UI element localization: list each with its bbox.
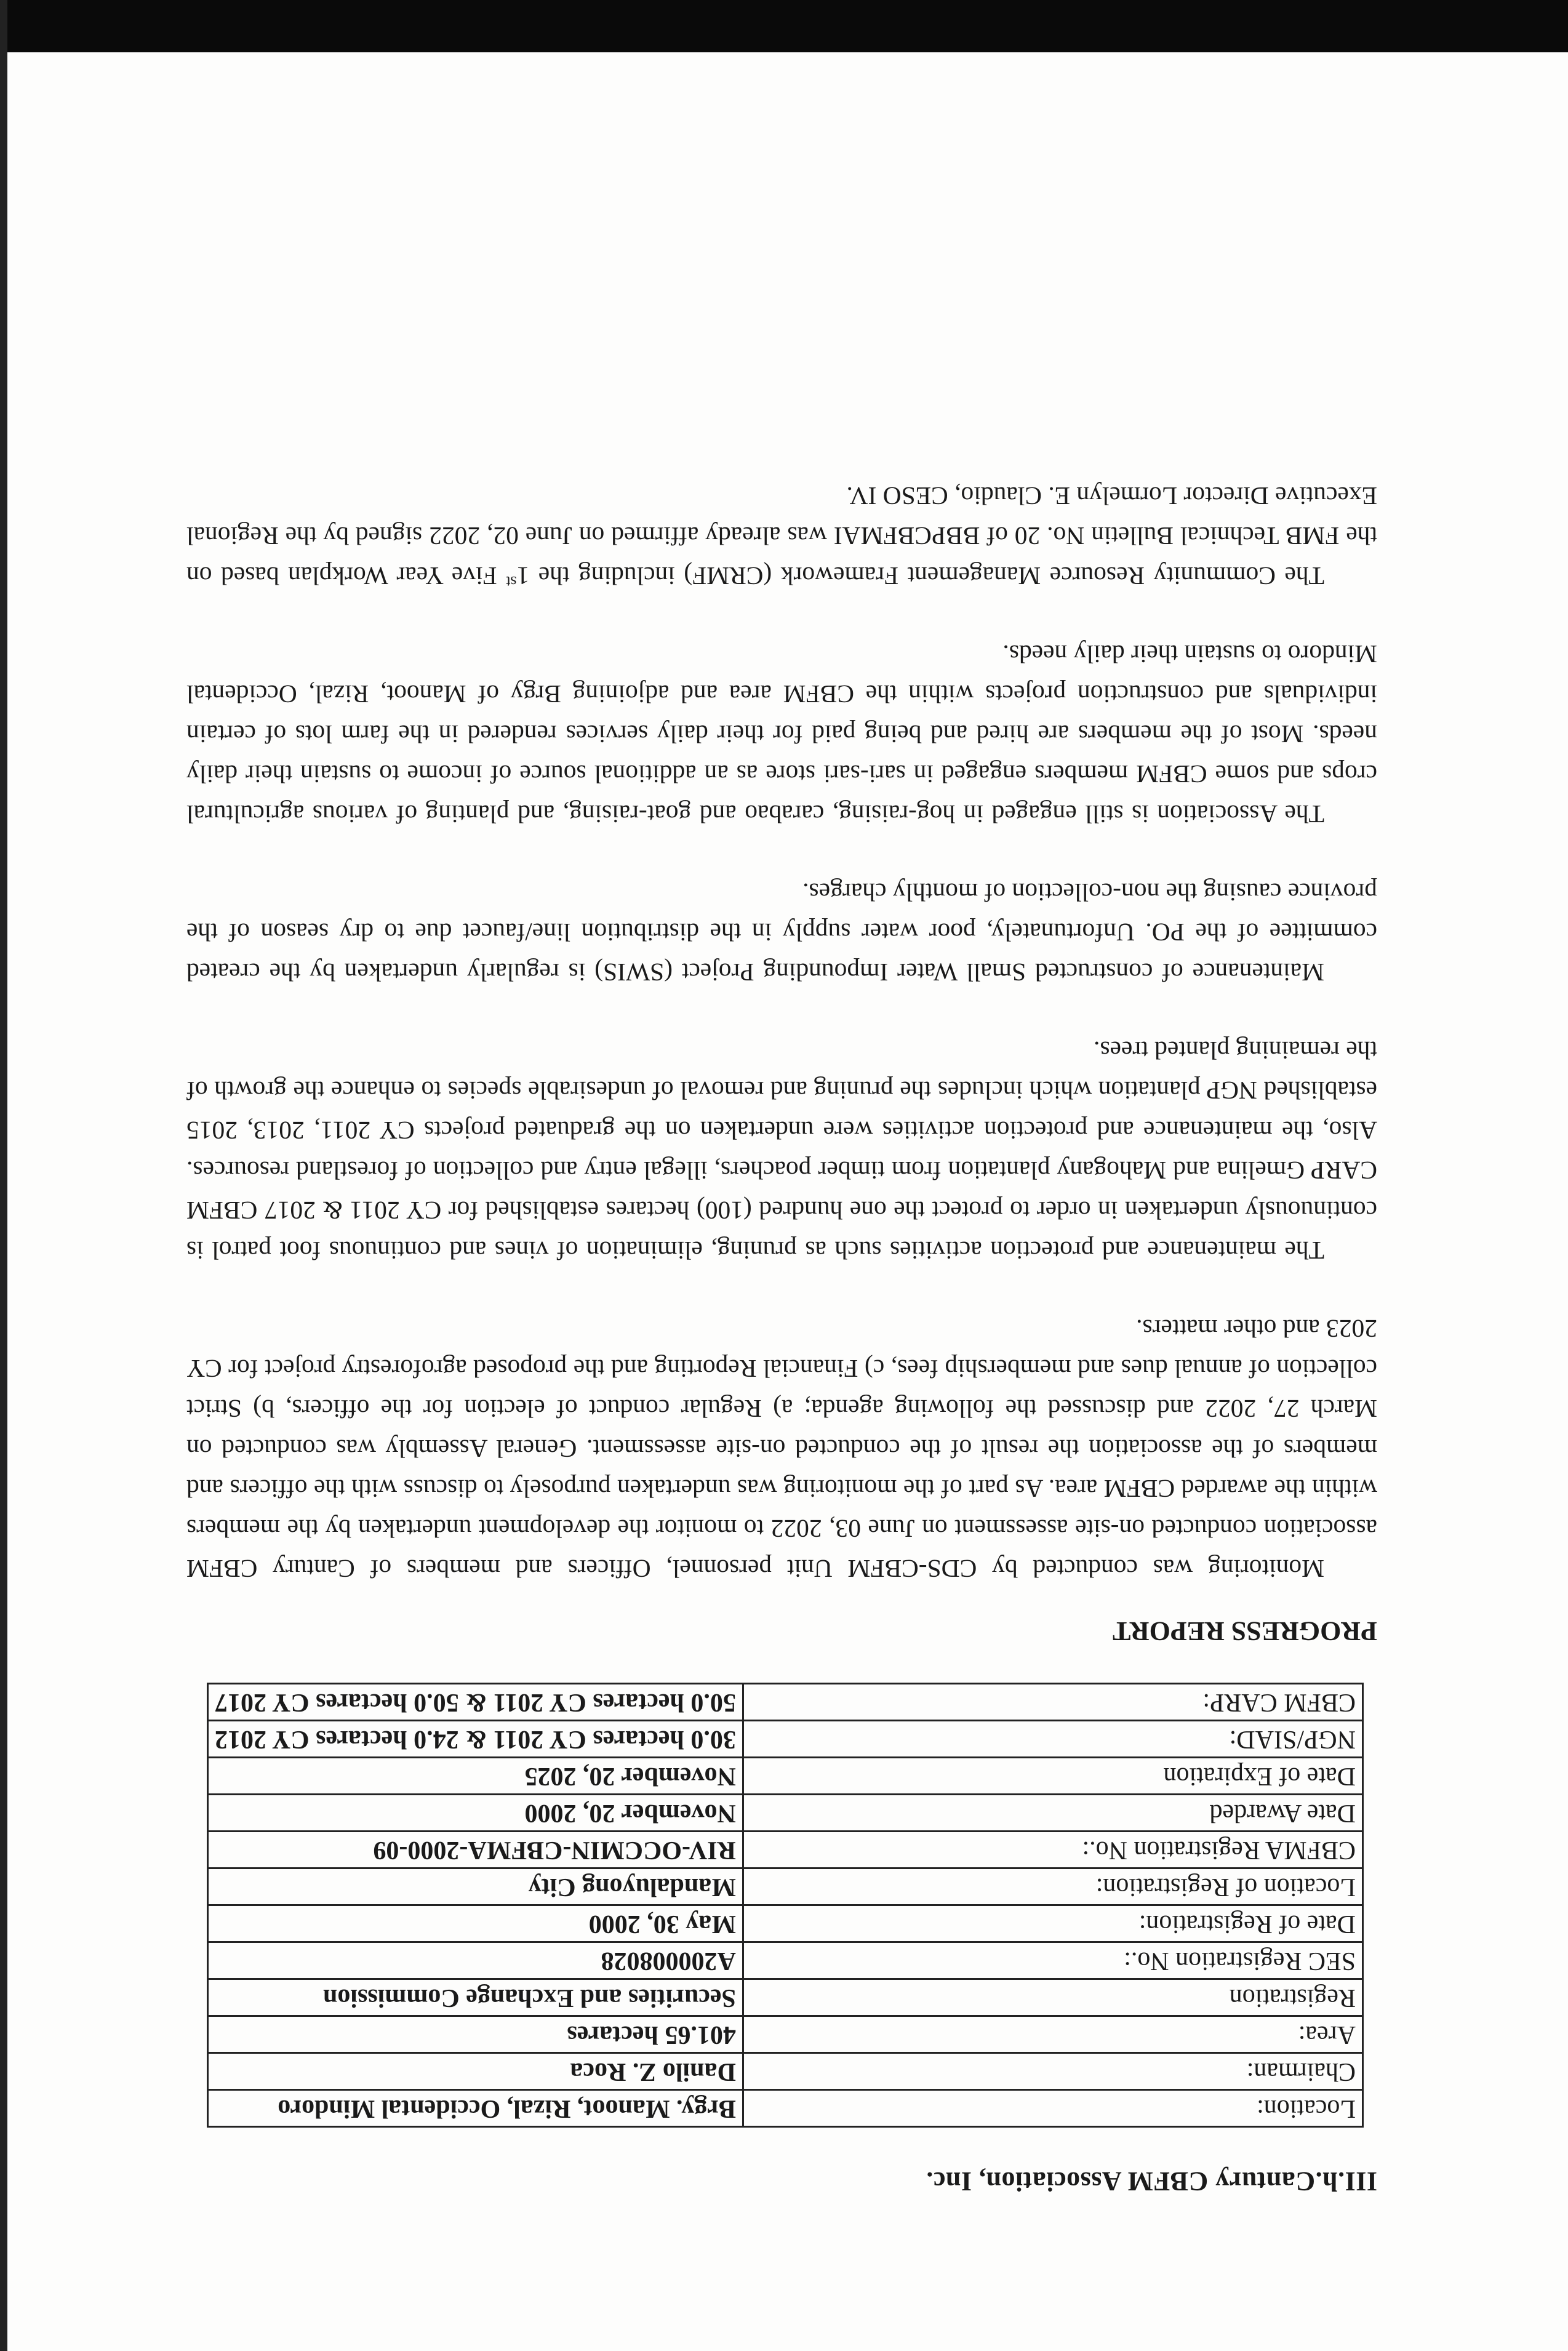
page-content xyxy=(186,438,1377,2197)
info-label: Location: xyxy=(743,2090,1362,2127)
info-value: November 20, 2025 xyxy=(208,1758,743,1795)
info-row xyxy=(208,1721,1363,1758)
info-value: 50.0 hectares CY 2011 & 50.0 hectares CY 2017 xyxy=(208,1684,743,1721)
info-label: Date of Registration: xyxy=(743,1905,1362,1942)
info-value: Mandaluyong City xyxy=(208,1868,743,1905)
info-value: Danilo Z. Roca xyxy=(208,2053,743,2090)
info-label: Chairman: xyxy=(743,2053,1362,2090)
info-label: Date of Expiration xyxy=(743,1758,1362,1795)
info-value: A200008028 xyxy=(208,1942,743,1979)
info-value: Securities and Exchange Commission xyxy=(208,1979,743,2016)
info-label: SEC Registration No.: xyxy=(743,1942,1362,1979)
paragraph-livelihood: The Association is still engaged in hog-raising, carabao and goat-raising, and planting of various agricultural crops and some CBFM members engaged in sari-sari store as an additional source of income to sustain their daily needs. Most of the members are hired and being paid for their daily services rendered in the farm lots of certain individuals and construction projects within the CBFM area and adjoining Brgy of Manoot, Rizal, Occidental Mindoro to sustain their daily needs. xyxy=(186,640,1377,828)
info-row xyxy=(208,1832,1363,1868)
info-label: Location of Registration: xyxy=(743,1868,1362,1905)
info-row xyxy=(208,2016,1363,2053)
paragraph-crmf xyxy=(186,476,1377,596)
info-label: Date Awarded xyxy=(743,1795,1362,1832)
info-label: Registration xyxy=(743,1979,1362,2016)
info-label: NGP/SIAD: xyxy=(743,1721,1362,1758)
info-row xyxy=(208,1795,1363,1832)
crmf-text-end: Five Year Workplan based on the FMB Technical Bulletin No. 20 of BBPCBFMAI was already affirmed on June 02, 2022 signed by the Regional Executive Director Lormelyn E. Claudio, CESO IV. xyxy=(186,482,1377,590)
crmf-text-start: The Community Resource Management Framework (CRMF) including the 1 xyxy=(516,562,1324,590)
info-row xyxy=(208,1979,1363,2016)
scan-border xyxy=(0,0,1568,52)
info-value: Brgy. Manoot, Rizal, Occidental Mindoro xyxy=(208,2090,743,2127)
section-title: III.h.Cantury CBFM Association, Inc. xyxy=(926,2166,1377,2197)
association-info-table xyxy=(207,1683,1364,2128)
info-value: 30.0 hectares CY 2011 & 24.0 hectares CY 2012 xyxy=(208,1721,743,1758)
info-value: May 30, 2000 xyxy=(208,1905,743,1942)
info-label: CBFM CARP: xyxy=(743,1684,1362,1721)
info-row xyxy=(208,1868,1363,1905)
scan-border-side xyxy=(0,0,7,2351)
info-label: CBFMA Registration No.: xyxy=(743,1832,1362,1868)
paragraph-monitoring: Monitoring was conducted by CDS-CBFM Unit personnel, Officers and members of Cantury CBFM association conducted on-site assessment on June 03, 2022 to monitor the development undertaken by the members within the awarded CBFM area. As part of the monitoring was undertaken purposely to discuss with the officers and members of the association the result of the conducted on-site assessment. General Assembly was conducted on March 27, 2022 and discussed the following agenda; a) Regular conduct of election for the officers, b) Strict collection of annual dues and membership fees, c) Financial Reporting and the proposed agroforestry project for CY 2023 and other matters. xyxy=(186,1315,1377,1583)
info-row xyxy=(208,2090,1363,2127)
info-value: November 20, 2000 xyxy=(208,1795,743,1832)
info-value: 401.65 hectares xyxy=(208,2016,743,2053)
info-row xyxy=(208,1684,1363,1721)
paragraph-maintenance: The maintenance and protection activities such as pruning, elimination of vines and continuous foot patrol is continuously undertaken in order to protect the one hundred (100) hectares established for CY 2011 & 2017 CBFM CARP Gmelina and Mahogany plantation from timber poachers, illegal entry and collection of forestland resources. Also, the maintenance and protection activities were undertaken on the graduated projects CY 2011, 2013, 2015 established NGP plantation which includes the pruning and removal of undesirable species to enhance the growth of the remaining planted trees. xyxy=(186,1036,1377,1265)
ordinal-suffix: st xyxy=(506,572,517,591)
info-value: RIV-OCCMIN-CBFMA-2000-09 xyxy=(208,1832,743,1868)
info-row xyxy=(208,1942,1363,1979)
report-title: PROGRESS REPORT xyxy=(1113,1616,1377,1646)
info-row xyxy=(208,1905,1363,1942)
info-row xyxy=(208,1758,1363,1795)
info-label: Area: xyxy=(743,2016,1362,2053)
paragraph-swis: Maintenance of constructed Small Water Impounding Project (SWIS) is regularly undertaken by the created committee of the PO. Unfortunately, poor water supply in the distribution line/faucet due to dry season of the province causing the non-collection of monthly charges. xyxy=(186,878,1377,987)
info-row xyxy=(208,2053,1363,2090)
